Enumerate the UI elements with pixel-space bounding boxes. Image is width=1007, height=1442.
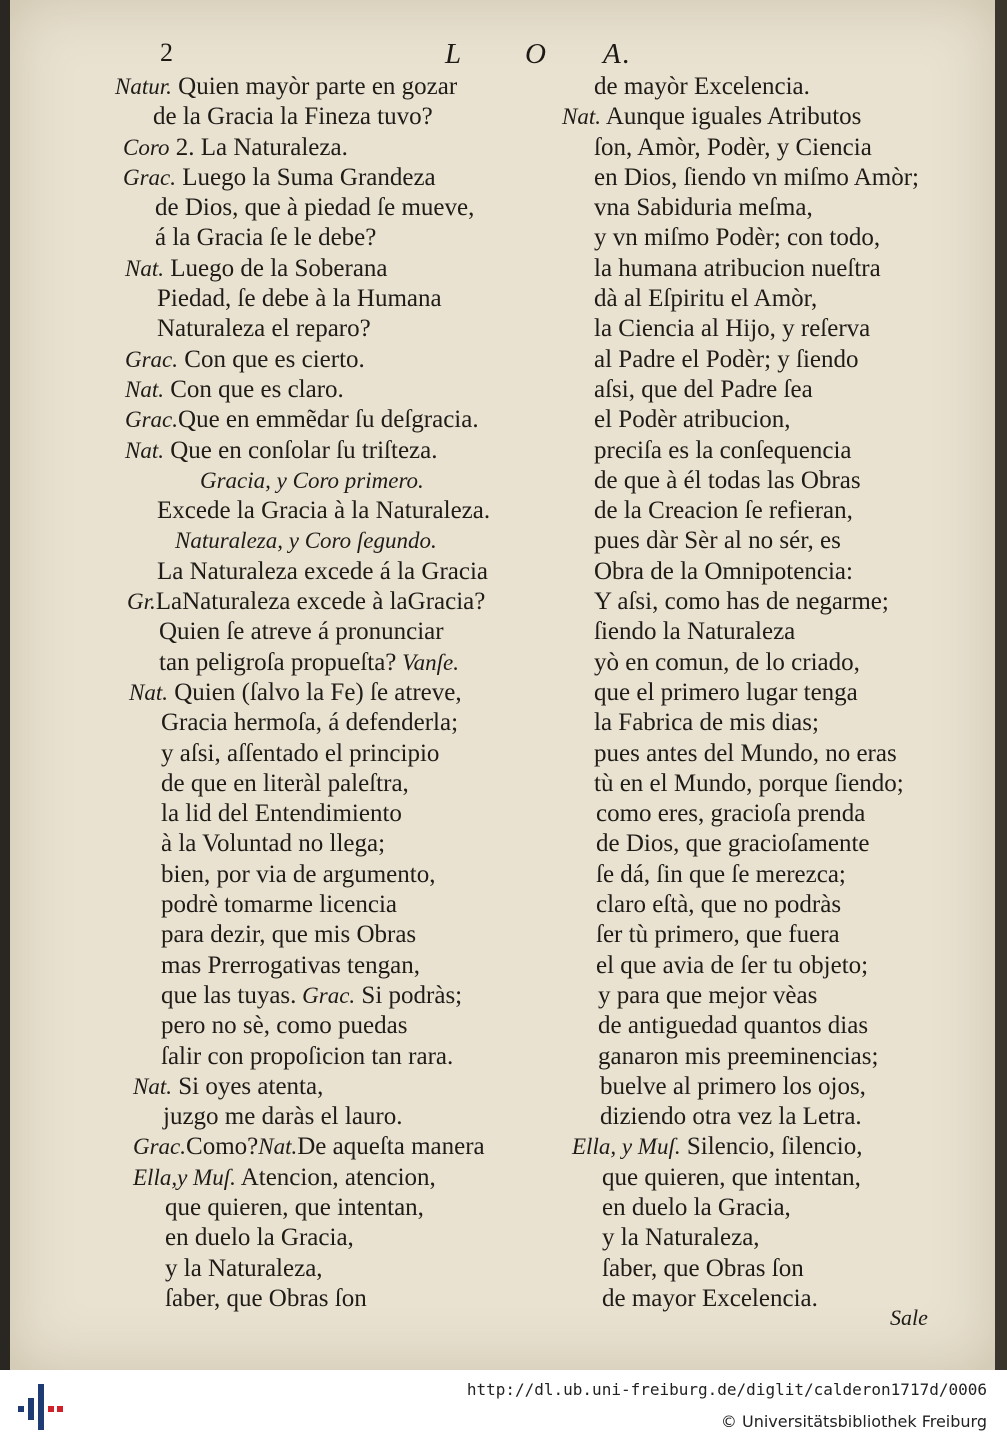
- verse-text: Naturaleza el reparo?: [157, 315, 371, 343]
- verse-text: ſer tù primero, que fuera: [596, 921, 840, 949]
- text-line: [115, 1132, 560, 1162]
- text-line: [115, 163, 560, 193]
- page-edge-left: [0, 0, 10, 1370]
- verse-text: y la Naturaleza,: [165, 1254, 323, 1282]
- verse-text: el que avia de ſer tu objeto;: [596, 951, 869, 979]
- text-line: [562, 72, 992, 102]
- text-line: [562, 193, 992, 223]
- speaker-or-direction: Grac.: [125, 407, 179, 433]
- verse-text: Y aſsi, como has de negarme;: [594, 588, 889, 616]
- text-line: [115, 829, 560, 859]
- text-line: [115, 678, 560, 708]
- verse-text: 2. La Naturaleza.: [169, 133, 348, 161]
- verse-text: la Fabrica de mis dias;: [594, 709, 819, 737]
- verse-text: de mayòr Excelencia.: [594, 73, 810, 100]
- text-line: [115, 284, 560, 314]
- text-line: [562, 739, 992, 769]
- ub-freiburg-logo-icon[interactable]: [16, 1382, 64, 1432]
- verse-text: Quien mayòr parte en gozar: [171, 73, 458, 100]
- text-line: [562, 1011, 992, 1041]
- text-line: [562, 1042, 992, 1072]
- text-line: [115, 557, 560, 587]
- text-line: [115, 405, 560, 435]
- verse-text: yò en comun, de lo criado,: [594, 648, 860, 676]
- verse-text: Que en emmẽdar ſu deſgracia.: [178, 406, 479, 434]
- verse-text: Obra de la Omnipotencia:: [594, 557, 853, 585]
- running-title-letter-2: O: [525, 38, 548, 70]
- speaker-or-direction: Grac.: [123, 164, 177, 190]
- verse-text: y vn miſmo Podèr; con todo,: [594, 224, 881, 252]
- text-line: [115, 1072, 560, 1102]
- verse-text: Luego de la Soberana: [163, 254, 388, 282]
- text-line: [115, 314, 560, 344]
- text-column-left: [115, 72, 560, 1314]
- verse-text: pues dàr Sèr al no sér, es: [594, 527, 841, 555]
- verse-text: la humana atribucion nueſtra: [594, 254, 881, 282]
- verse-text: en Dios, ſiendo vn miſmo Amòr;: [594, 163, 919, 191]
- speaker-or-direction: Grac.: [125, 346, 179, 372]
- text-line: [115, 1042, 560, 1072]
- text-line: [115, 436, 560, 466]
- verse-text: diziendo otra vez la Letra.: [600, 1103, 862, 1131]
- verse-text: Aunque iguales Atributos: [600, 103, 862, 131]
- verse-text: pues antes del Mundo, no eras: [594, 739, 897, 767]
- text-column-right: [562, 72, 992, 1314]
- text-line: [562, 526, 992, 556]
- text-line: [115, 375, 560, 405]
- text-line: [115, 860, 560, 890]
- text-line: [115, 617, 560, 647]
- text-line: [562, 496, 992, 526]
- speaker-or-direction: Nat.: [125, 255, 164, 281]
- verse-text: Con que es cierto.: [178, 345, 365, 373]
- text-line: [562, 951, 992, 981]
- text-line: [562, 1072, 992, 1102]
- text-line: [562, 981, 992, 1011]
- text-line: [115, 1223, 560, 1253]
- verse-text: Quien (ſalvo la Fe) ſe atreve,: [167, 678, 462, 706]
- verse-text: ſe dá, ſin que ſe merezca;: [596, 860, 846, 888]
- text-line: [562, 648, 992, 678]
- text-line: [115, 799, 560, 829]
- text-line: [115, 739, 560, 769]
- speaker-or-direction: Nat.: [125, 376, 164, 402]
- speaker-or-direction: Nat.: [129, 679, 168, 705]
- text-line: [562, 1132, 992, 1162]
- speaker-or-direction: Nat.: [562, 104, 601, 130]
- speaker-or-direction: Nat.: [125, 437, 164, 463]
- verse-text: para dezir, que mis Obras: [161, 921, 417, 949]
- text-line: [562, 1163, 992, 1193]
- running-title-letter-1: L: [445, 38, 464, 70]
- text-line: [562, 102, 992, 132]
- text-line: [115, 254, 560, 284]
- verse-text: la Ciencia al Hijo, y reſerva: [594, 315, 871, 343]
- speaker-or-direction: Ella, y Muſ.: [572, 1134, 681, 1160]
- speaker-or-direction: Naturaleza, y Coro ſegundo.: [175, 528, 437, 554]
- verse-text: claro eſtà, que no podràs: [596, 891, 842, 919]
- text-line: [562, 436, 992, 466]
- verse-text: de antiguedad quantos dias: [598, 1012, 869, 1040]
- speaker-or-direction: Ella,y Muſ.: [133, 1164, 236, 1190]
- text-line: [115, 496, 560, 526]
- verse-text: en duelo la Gracia,: [602, 1193, 791, 1221]
- verse-text: de la Gracia la Fineza tuvo?: [153, 103, 433, 131]
- verse-text: dà al Eſpiritu el Amòr,: [594, 285, 818, 313]
- verse-text: ſaber, que Obras ſon: [602, 1254, 804, 1282]
- speaker-or-direction: Vanſe.: [396, 649, 460, 675]
- speaker-or-direction: Gr.: [127, 589, 156, 615]
- speaker-or-direction: Nat.: [133, 1073, 172, 1099]
- verse-text: Como?: [186, 1133, 259, 1161]
- verse-text: de Dios, que gracioſamente: [596, 830, 870, 858]
- verse-text: Si podràs;: [355, 981, 463, 1009]
- verse-text: Atencion, atencion,: [235, 1163, 436, 1191]
- text-line: [115, 951, 560, 981]
- verse-text: buelve al primero los ojos,: [600, 1072, 866, 1100]
- text-line: [115, 193, 560, 223]
- text-line: [115, 466, 560, 496]
- footer-bar: [0, 1370, 1007, 1442]
- text-line: [115, 223, 560, 253]
- speaker-or-direction: Natur.: [115, 74, 172, 99]
- text-line: [562, 254, 992, 284]
- verse-text: aſsi, que del Padre ſea: [594, 375, 813, 403]
- verse-text: LaNaturaleza excede à laGracia?: [155, 588, 486, 616]
- verse-text: y la Naturaleza,: [602, 1224, 760, 1252]
- verse-text: Que en conſolar ſu triſteza.: [163, 436, 438, 464]
- verse-text: Si oyes atenta,: [171, 1072, 324, 1100]
- verse-text: Con que es claro.: [163, 375, 344, 403]
- verse-text: de mayor Excelencia.: [602, 1284, 818, 1312]
- page-edge-right: [995, 0, 1007, 1370]
- text-line: [562, 466, 992, 496]
- speaker-or-direction: Grac.: [133, 1134, 187, 1160]
- speaker-or-direction: Nat.: [258, 1134, 298, 1160]
- verse-text: ſaber, que Obras ſon: [165, 1284, 367, 1312]
- text-line: [115, 769, 560, 799]
- text-line: [562, 284, 992, 314]
- text-line: [562, 163, 992, 193]
- text-line: [115, 981, 560, 1011]
- scanned-page: [10, 0, 995, 1370]
- text-line: [562, 829, 992, 859]
- verse-text: ganaron mis preeminencias;: [598, 1042, 879, 1070]
- text-line: [115, 133, 560, 163]
- verse-text: Luego la Suma Grandeza: [176, 163, 436, 191]
- verse-text: de que à él todas las Obras: [594, 466, 861, 494]
- text-line: [115, 708, 560, 738]
- text-line: [562, 345, 992, 375]
- verse-text: podrè tomarme licencia: [161, 891, 397, 919]
- text-line: [562, 860, 992, 890]
- verse-text: de que en literàl paleſtra,: [161, 769, 409, 797]
- text-line: [562, 375, 992, 405]
- verse-text: al Padre el Podèr; y ſiendo: [594, 345, 859, 373]
- text-line: [562, 1223, 992, 1253]
- text-line: [562, 769, 992, 799]
- text-line: [115, 72, 560, 102]
- text-line: [562, 1102, 992, 1132]
- text-line: [115, 1193, 560, 1223]
- verse-text: à la Voluntad no llega;: [161, 830, 386, 858]
- text-line: [562, 405, 992, 435]
- text-line: [115, 648, 560, 678]
- verse-text: vna Sabiduria meſma,: [594, 194, 813, 222]
- page-number: 2: [160, 38, 175, 67]
- text-line: [562, 1254, 992, 1284]
- text-line: [562, 223, 992, 253]
- verse-text: ſiendo la Naturaleza: [594, 618, 796, 646]
- speaker-or-direction: Grac.: [296, 982, 356, 1008]
- verse-text: que las tuyas.: [161, 981, 297, 1009]
- verse-text: Quien ſe atreve á pronunciar: [159, 618, 444, 646]
- verse-text: en duelo la Gracia,: [165, 1224, 354, 1252]
- text-line: [562, 799, 992, 829]
- text-line: [562, 708, 992, 738]
- verse-text: Piedad, ſe debe à la Humana: [157, 285, 442, 313]
- verse-text: ſon, Amòr, Podèr, y Ciencia: [594, 133, 872, 161]
- text-line: [562, 1193, 992, 1223]
- text-line: [115, 1011, 560, 1041]
- catchword: Sale: [890, 1305, 928, 1330]
- text-line: [115, 1254, 560, 1284]
- text-line: [562, 587, 992, 617]
- speaker-or-direction: Coro: [123, 134, 170, 160]
- verse-text: ſalir con propoſicion tan rara.: [161, 1042, 454, 1070]
- text-line: [115, 587, 560, 617]
- text-line: [115, 526, 560, 556]
- verse-text: bien, por via de argumento,: [161, 860, 436, 888]
- text-line: [562, 557, 992, 587]
- verse-text: De aqueſta manera: [297, 1133, 485, 1161]
- text-line: [115, 920, 560, 950]
- text-line: [562, 920, 992, 950]
- copyright-notice: © Universitätsbibliothek Freiburg: [720, 1412, 987, 1431]
- text-line: [115, 890, 560, 920]
- speaker-or-direction: Gracia, y Coro primero.: [200, 467, 424, 493]
- verse-text: como eres, gracioſa prenda: [596, 800, 866, 828]
- verse-text: pero no sè, como puedas: [161, 1012, 408, 1040]
- text-line: [115, 102, 560, 132]
- verse-text: y para que mejor vèas: [598, 981, 818, 1009]
- text-line: [115, 345, 560, 375]
- text-line: [562, 890, 992, 920]
- text-line: [562, 133, 992, 163]
- text-line: [115, 1102, 560, 1132]
- verse-text: que quieren, que intentan,: [602, 1163, 861, 1191]
- verse-text: tù en el Mundo, porque ſiendo;: [594, 769, 904, 797]
- text-line: [562, 617, 992, 647]
- verse-text: Silencio, ſilencio,: [680, 1133, 863, 1161]
- verse-text: preciſa es la conſequencia: [594, 436, 852, 464]
- verse-text: Excede la Gracia à la Naturaleza.: [157, 497, 491, 525]
- verse-text: juzgo me daràs el lauro.: [163, 1103, 403, 1131]
- running-title-letter-3: A.: [603, 38, 632, 70]
- verse-text: tan peligroſa propueſta?: [159, 648, 397, 676]
- verse-text: á la Gracia ſe le debe?: [155, 224, 377, 252]
- verse-text: el Podèr atribucion,: [594, 406, 791, 434]
- verse-text: y aſsi, aſſentado el principio: [161, 739, 440, 767]
- text-line: [562, 314, 992, 344]
- verse-text: de Dios, que à piedad ſe mueve,: [155, 194, 475, 222]
- verse-text: que el primero lugar tenga: [594, 678, 858, 706]
- verse-text: la lid del Entendimiento: [161, 800, 402, 828]
- verse-text: de la Creacion ſe refieran,: [594, 497, 853, 525]
- verse-text: Gracia hermoſa, á defenderla;: [161, 709, 459, 737]
- permalink-url[interactable]: http://dl.ub.uni-freiburg.de/diglit/calderon1717d/0006: [466, 1380, 987, 1399]
- text-line: [562, 678, 992, 708]
- verse-text: La Naturaleza excede á la Gracia: [157, 557, 489, 585]
- text-line: [115, 1163, 560, 1193]
- verse-text: mas Prerrogativas tengan,: [161, 951, 420, 979]
- text-line: [115, 1284, 560, 1314]
- verse-text: que quieren, que intentan,: [165, 1193, 424, 1221]
